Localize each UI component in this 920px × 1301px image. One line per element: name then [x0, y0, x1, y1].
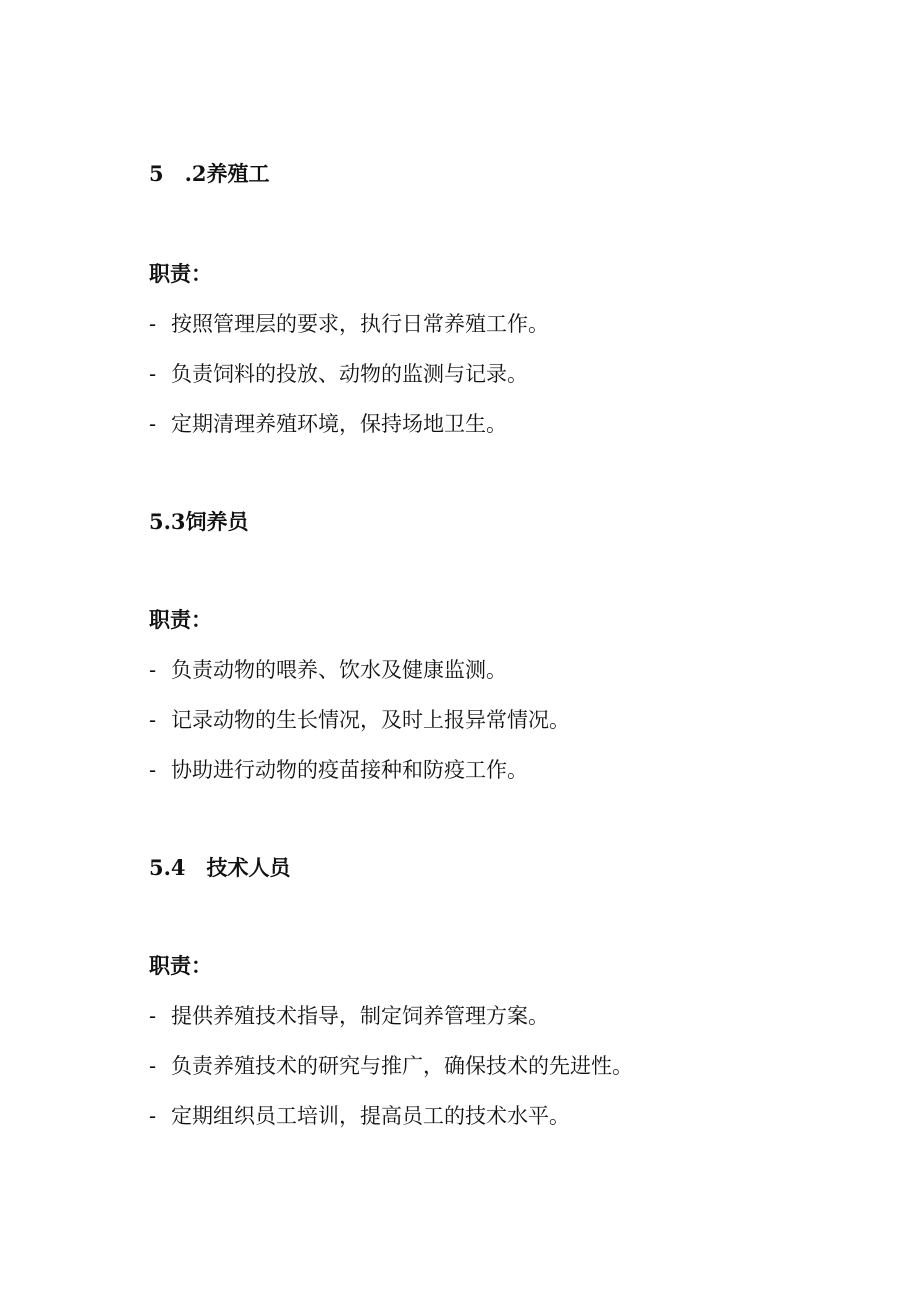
list-item-text: 按照管理层的要求，执行日常养殖工作。 [171, 312, 549, 336]
list-item [149, 1104, 570, 1128]
bullet-dash: - [149, 1104, 157, 1128]
list-item-text: 定期组织员工培训，提高员工的技术水平。 [171, 1104, 570, 1128]
bullet-dash: - [149, 1004, 157, 1028]
list-item [149, 1004, 549, 1028]
list-item [149, 312, 549, 336]
list-item-text: 记录动物的生长情况，及时上报异常情况。 [171, 708, 570, 732]
list-item [149, 708, 570, 732]
list-item-text: 定期清理养殖环境，保持场地卫生。 [171, 412, 507, 436]
list-item-text: 负责饲料的投放、动物的监测与记录。 [171, 362, 528, 386]
list-item [149, 758, 528, 782]
bullet-dash: - [149, 312, 157, 336]
bullet-dash: - [149, 658, 157, 682]
bullet-dash: - [149, 758, 157, 782]
bullet-dash: - [149, 362, 157, 386]
section-heading-5-2: 5 .2养殖工 [149, 161, 270, 186]
list-item-text: 协助进行动物的疫苗接种和防疫工作。 [171, 758, 528, 782]
list-item-text: 提供养殖技术指导，制定饲养管理方案。 [171, 1004, 549, 1028]
responsibilities-label: 职责： [149, 953, 212, 978]
section-heading-5-3: 5.3饲养员 [149, 509, 249, 534]
list-item [149, 1054, 633, 1078]
responsibilities-label: 职责： [149, 261, 212, 286]
bullet-dash: - [149, 1054, 157, 1078]
list-item [149, 362, 528, 386]
list-item [149, 658, 507, 682]
list-item-text: 负责养殖技术的研究与推广，确保技术的先进性。 [171, 1054, 633, 1078]
responsibilities-label: 职责： [149, 607, 212, 632]
bullet-dash: - [149, 412, 157, 436]
list-item-text: 负责动物的喂养、饮水及健康监测。 [171, 658, 507, 682]
section-heading-5-4: 5.4 技术人员 [149, 855, 291, 880]
list-item [149, 412, 507, 436]
bullet-dash: - [149, 708, 157, 732]
